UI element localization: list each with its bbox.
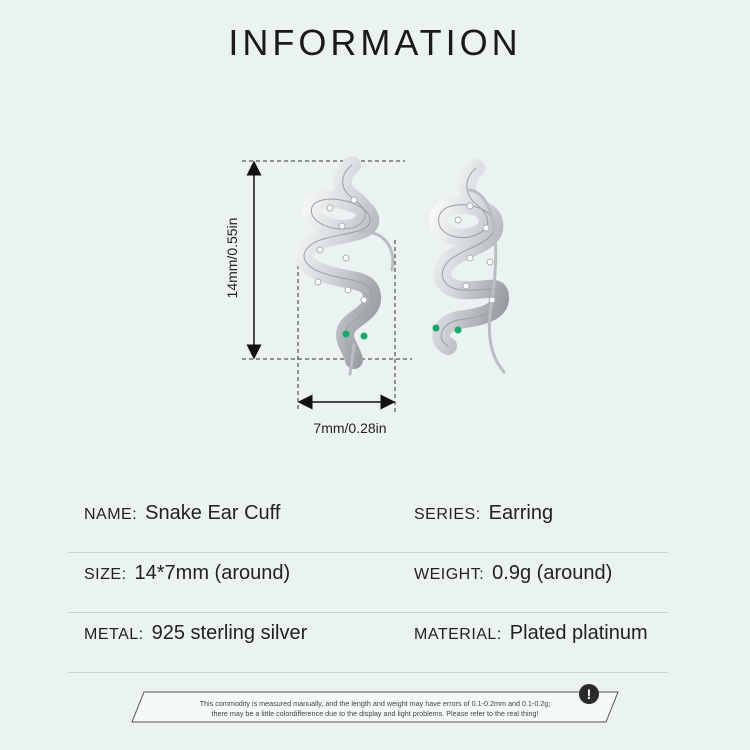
spec-series <box>414 502 553 525</box>
page-title: INFORMATION <box>228 22 522 63</box>
measurement-notice <box>130 686 620 724</box>
notice-line-1: This commodity is measured manually, and the length and weight may have errors of 0.1-0.2mm and 0.1-0.2g; <box>199 699 551 708</box>
spec-size-key: SIZE: <box>84 566 127 583</box>
spec-series-value: Earring <box>488 502 554 524</box>
spec-size-value: 14*7mm (around) <box>134 562 291 584</box>
spec-row-2 <box>68 552 668 613</box>
spec-name-key: NAME: <box>84 506 138 523</box>
exclamation-icon: ! <box>579 684 599 704</box>
notice-text <box>160 699 590 719</box>
spec-weight-value: 0.9g (around) <box>492 562 613 584</box>
spec-metal-value: 925 sterling silver <box>151 622 308 644</box>
spec-row-1 <box>68 492 668 553</box>
spec-metal-key: METAL: <box>84 626 144 643</box>
height-dimension-label: 14mm/0.55in <box>224 217 240 299</box>
left-earring-image <box>304 165 393 374</box>
right-earring-image <box>433 168 505 372</box>
notice-line-2: there may be a little colordifference due to the display and light problems. Please refer to the real thing! <box>211 709 539 718</box>
spec-material-key: MATERIAL: <box>414 626 502 643</box>
spec-name <box>84 502 280 525</box>
spec-material-value: Plated platinum <box>509 622 648 644</box>
spec-size <box>84 562 290 585</box>
spec-row-3 <box>68 612 668 673</box>
spec-weight <box>414 562 612 585</box>
spec-material <box>414 622 648 645</box>
spec-name-value: Snake Ear Cuff <box>145 502 281 524</box>
spec-weight-key: WEIGHT: <box>414 566 485 583</box>
width-dimension-label: 7mm/0.28in <box>313 420 387 436</box>
spec-series-key: SERIES: <box>414 506 481 523</box>
spec-metal <box>84 622 307 645</box>
